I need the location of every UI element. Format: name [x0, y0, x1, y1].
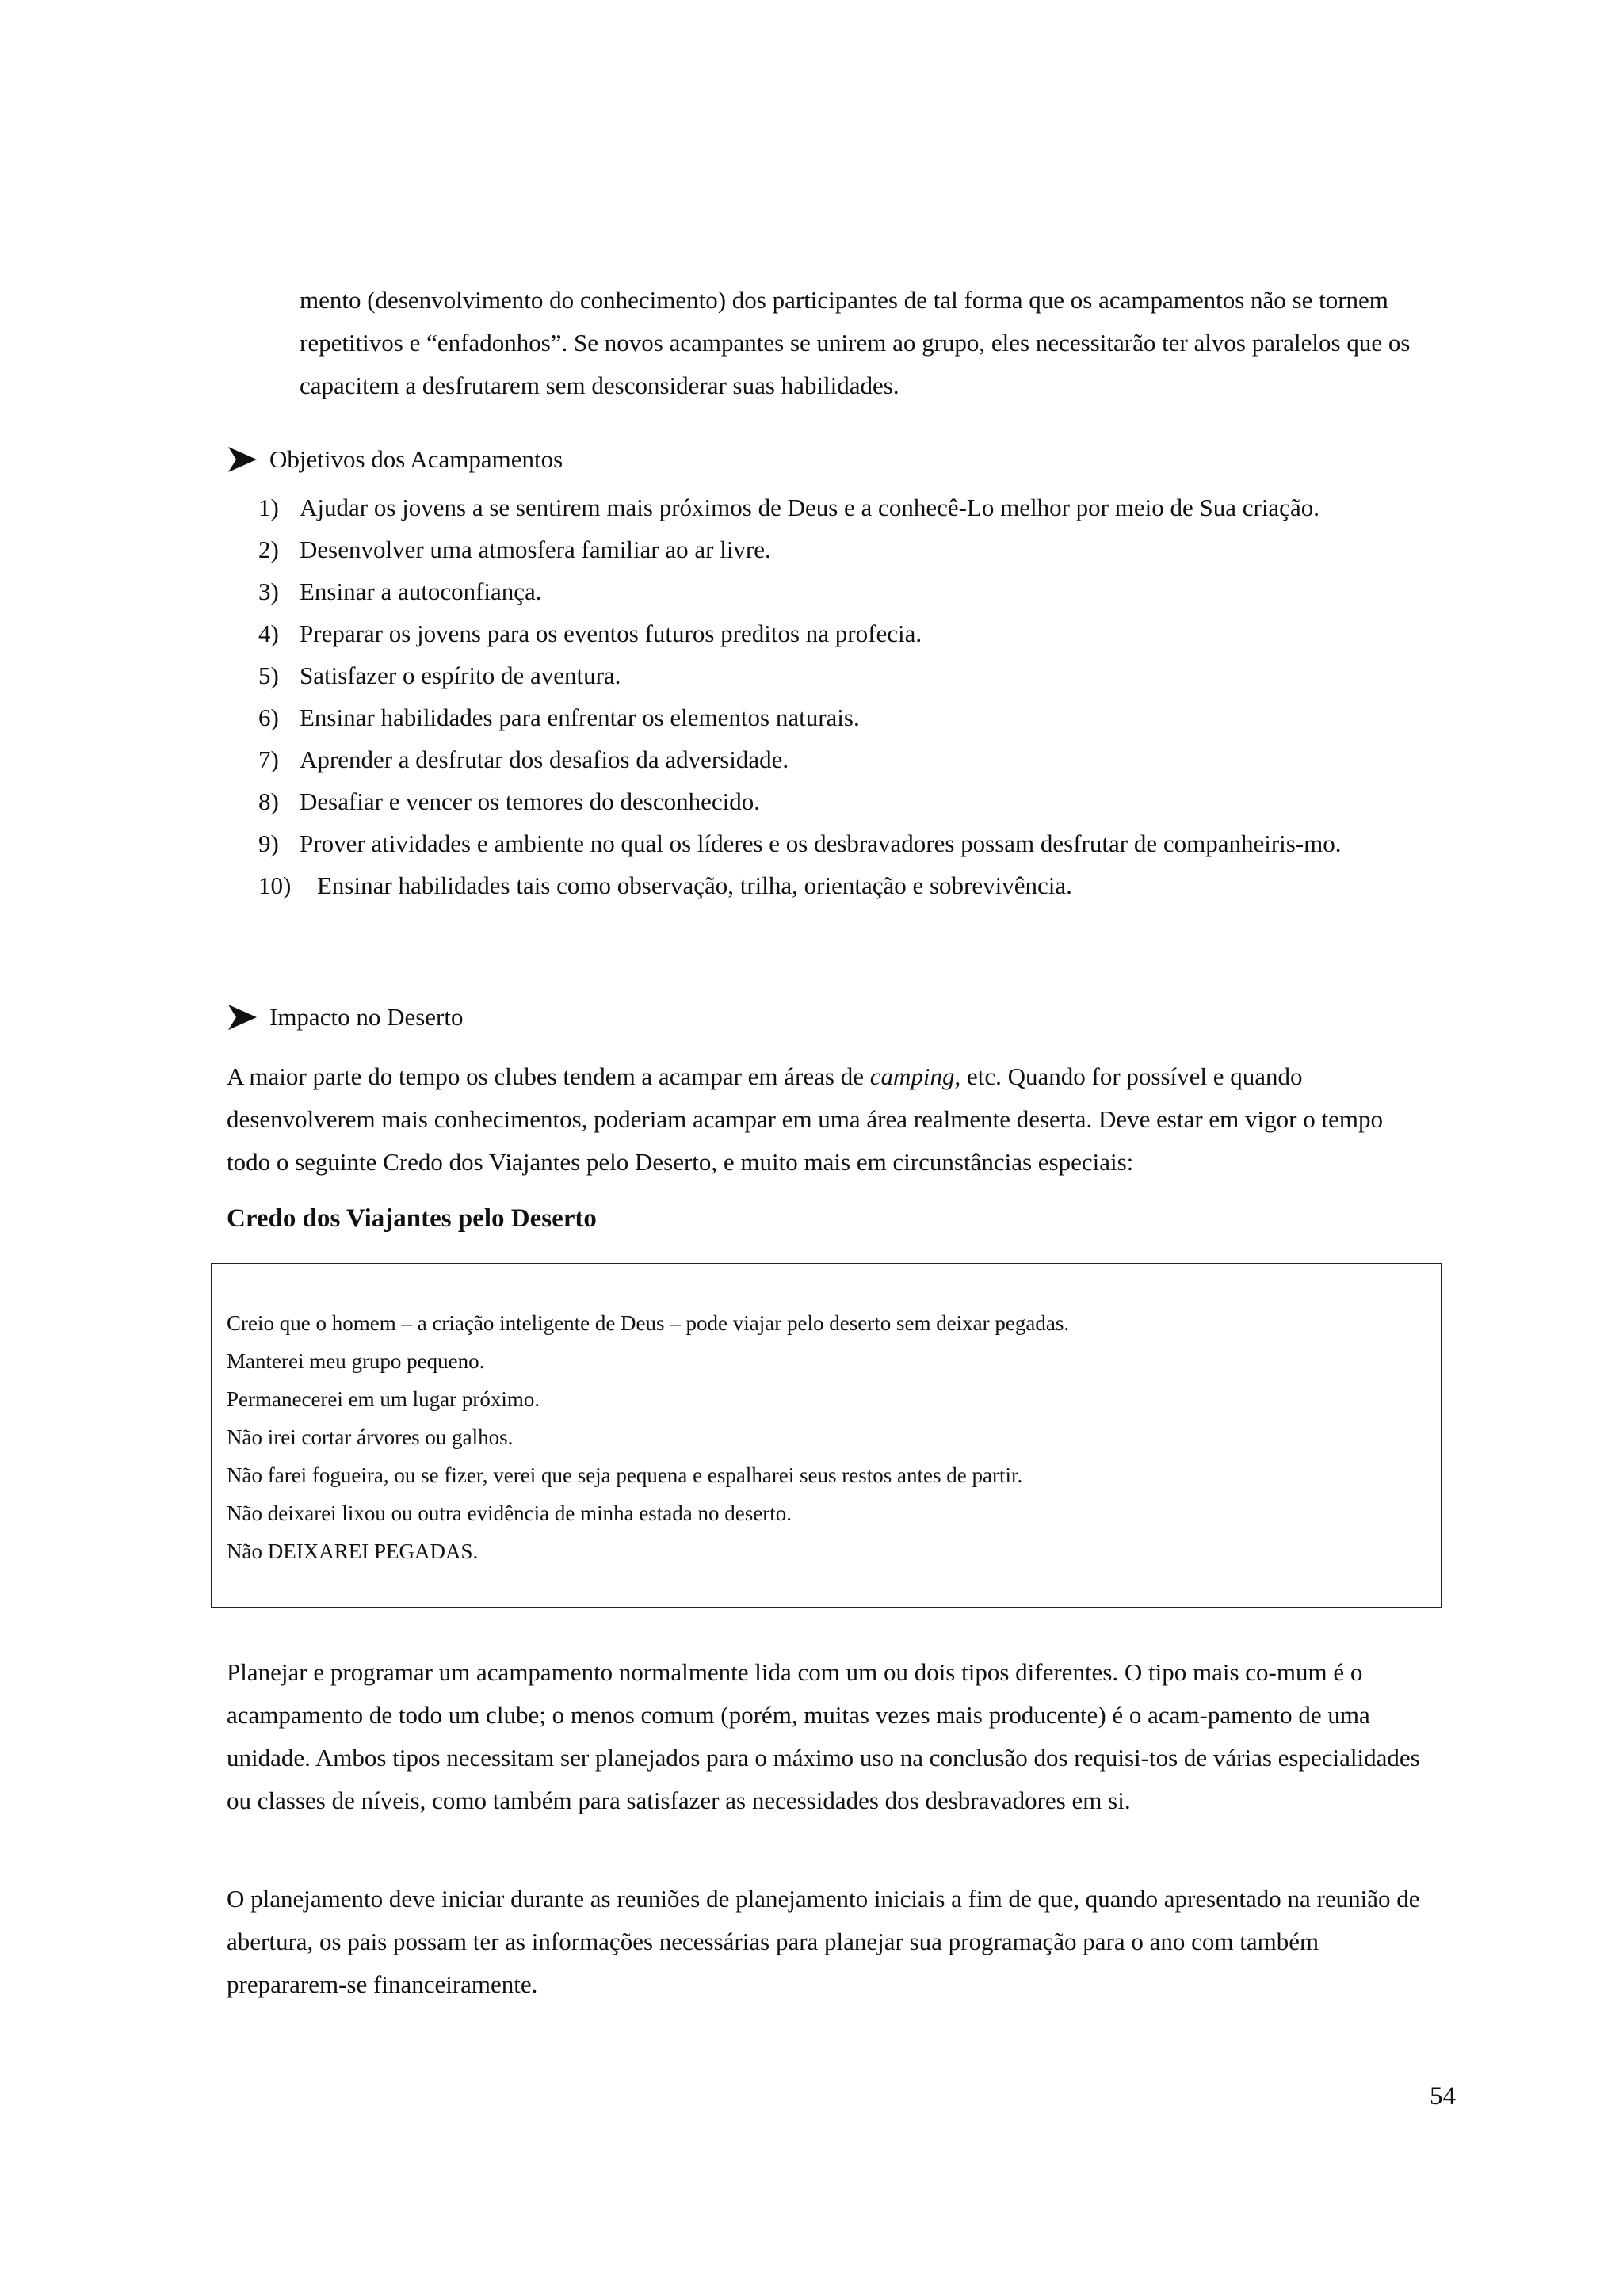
list-item	[258, 528, 1455, 570]
list-item-text: Ajudar os jovens a se sentirem mais próximos de Deus e a conhecê-Lo melhor por meio de Sua criação.	[300, 494, 1319, 521]
list-item	[258, 780, 1455, 822]
creed-line: Creio que o homem – a criação inteligente de Deus – pode viajar pelo deserto sem deixar pegadas.	[227, 1311, 1070, 1335]
list-item-text: Desenvolver uma atmosfera familiar ao ar livre.	[300, 536, 771, 563]
list-item	[258, 570, 1455, 612]
list-item-text: Satisfazer o espírito de aventura.	[300, 662, 621, 689]
planning-paragraph-2: O planejamento deve iniciar durante as reuniões de planejamento iniciais a fim de que, quando apresentado na reunião de abertura, os pais possam ter as informações necessárias para planejar sua programação para o ano com também prepararem-se financeiramente.	[227, 1885, 1420, 1998]
creed-box	[211, 1263, 1442, 1608]
list-item-number: 3)	[258, 578, 279, 605]
list-item-text: Ensinar habilidades para enfrentar os elementos naturais.	[300, 704, 860, 731]
arrow-bullet-icon	[227, 444, 258, 475]
list-item-number: 6)	[258, 704, 279, 731]
creed-line: Manterei meu grupo pequeno.	[227, 1349, 485, 1373]
page-number: 54	[1430, 2082, 1456, 2111]
impact-text-start: A maior parte do tempo os clubes tendem a acampar em áreas de	[227, 1062, 870, 1090]
arrow-bullet-icon	[227, 1001, 258, 1033]
objectives-heading	[227, 444, 563, 475]
list-item-text: Desafiar e vencer os temores do desconhecido.	[300, 788, 761, 815]
creed-line: Não DEIXAREI PEGADAS.	[227, 1539, 479, 1563]
list-item-text: Preparar os jovens para os eventos futuros preditos na profecia.	[300, 620, 922, 647]
list-item-number: 2)	[258, 536, 279, 563]
list-item-text: Aprender a desfrutar dos desafios da adversidade.	[300, 746, 789, 773]
list-item-number: 1)	[258, 494, 279, 521]
list-item	[258, 864, 1455, 906]
impact-paragraph	[227, 1055, 1431, 1184]
list-item-text: Ensinar habilidades tais como observação, trilha, orientação e sobrevivência.	[317, 871, 1072, 899]
creed-title: Credo dos Viajantes pelo Deserto	[227, 1204, 597, 1233]
list-item	[258, 822, 1455, 864]
objectives-heading-text: Objetivos dos Acampamentos	[269, 445, 563, 473]
impact-heading-text: Impacto no Deserto	[269, 1003, 464, 1031]
list-item-number: 7)	[258, 746, 279, 773]
intro-paragraph: mento (desenvolvimento do conhecimento) dos participantes de tal forma que os acampamentos não se tornem repetitivos e “enfadonhos”. Se novos acampantes se unirem ao grupo, eles necessitarão ter alvos paralelos que os capacitem a desfrutarem sem desconsiderar suas habilidades.	[300, 286, 1411, 399]
impact-heading	[227, 1001, 463, 1033]
creed-line: Não irei cortar árvores ou galhos.	[227, 1425, 514, 1449]
creed-line: Não farei fogueira, ou se fizer, verei que seja pequena e espalharei seus restos antes de partir.	[227, 1463, 1023, 1487]
list-item-text: Prover atividades e ambiente no qual os líderes e os desbravadores possam desfrutar de companheiris-mo.	[300, 830, 1342, 857]
list-item-number: 9)	[258, 830, 279, 857]
impact-text-end: , etc. Quando for possível e quando desenvolverem mais conhecimentos, poderiam acampar em uma área realmente deserta. Deve estar em vigor o tempo todo o seguinte Credo dos Viajantes pelo Deserto, e muito mais em circunstâncias especiais:	[227, 1062, 1383, 1176]
list-item-text: Ensinar a autoconfiança.	[300, 578, 542, 605]
impact-text-italic: camping	[869, 1062, 955, 1090]
list-item	[258, 738, 1455, 780]
list-item-number: 5)	[258, 662, 279, 689]
list-item	[258, 612, 1455, 654]
list-item-number: 8)	[258, 788, 279, 815]
creed-line: Não deixarei lixou ou outra evidência de minha estada no deserto.	[227, 1501, 792, 1525]
creed-line: Permanecerei em um lugar próximo.	[227, 1387, 540, 1411]
list-item	[258, 654, 1455, 696]
objectives-list	[258, 486, 1455, 906]
planning-paragraph-1: Planejar e programar um acampamento normalmente lida com um ou dois tipos diferentes. O tipo mais co-mum é o acampamento de todo um clube; o menos comum (porém, muitas vezes mais producente) é o acam-pamento de uma unidade. Ambos tipos necessitam ser planejados para o máximo uso na conclusão dos requisi-tos de várias especialidades ou classes de níveis, como também para satisfazer as necessidades dos desbravadores em si.	[227, 1658, 1420, 1814]
list-item-number: 10)	[258, 871, 292, 899]
list-item	[258, 696, 1455, 738]
list-item-number: 4)	[258, 620, 279, 647]
list-item	[258, 486, 1455, 528]
